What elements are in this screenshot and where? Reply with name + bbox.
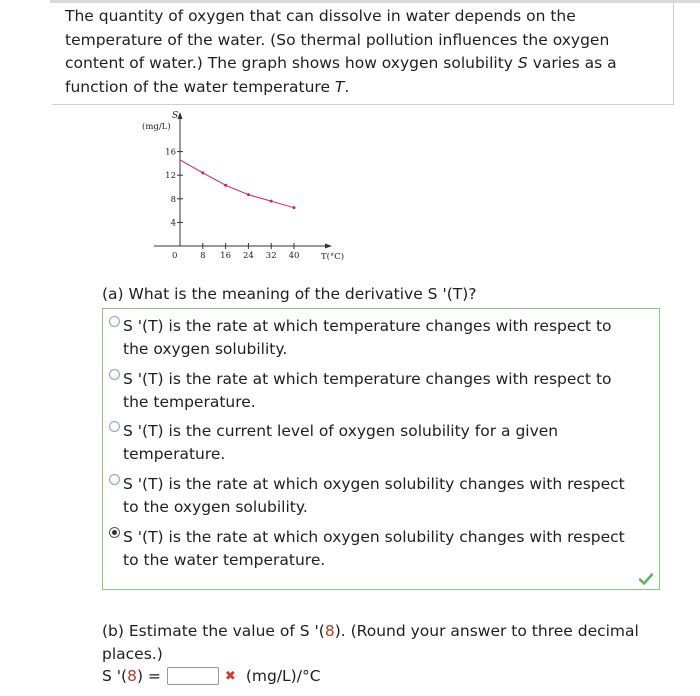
x-tick-label-16: 16: [220, 251, 232, 261]
answer-row: S '( 8 ) = ✖ (mg/L)/°C: [102, 667, 321, 685]
solubility-graph: [128, 106, 358, 272]
part-b-question: (b) Estimate the value of S '(8). (Round your answer to three decimal places.): [102, 622, 639, 663]
incorrect-x-icon: ✖: [224, 668, 236, 684]
option-5-line-2: to the water temperature.: [123, 551, 326, 569]
option-1-radio[interactable]: [109, 316, 120, 327]
y-tick-label-16: 16: [165, 147, 176, 158]
y-axis-units: (mg/L): [142, 122, 171, 132]
axis-ticks: [165, 148, 299, 261]
option-3-radio[interactable]: [109, 421, 120, 432]
option-5-radio-selected[interactable]: [109, 527, 120, 538]
y-tick-label-4: 4: [170, 218, 176, 229]
option-4-radio[interactable]: [109, 474, 120, 485]
x-tick-label-32: 32: [265, 251, 277, 261]
part-a-options: [102, 308, 660, 590]
y-tick-label-8: 8: [170, 194, 176, 205]
answer-units: (mg/L)/°C: [245, 667, 321, 685]
x-tick-label-24: 24: [242, 251, 254, 261]
curve-point-16: [224, 184, 227, 187]
part-b-value-highlight: 8: [324, 622, 335, 640]
answer-input[interactable]: [167, 667, 219, 685]
curve-points: [201, 171, 295, 209]
intro-line-2: temperature of the water. (So thermal pollution influences the oxygen: [65, 30, 610, 49]
y-axis-arrow: [178, 112, 183, 119]
solubility-curve: [180, 160, 294, 208]
x-axis-label: T(°C): [321, 252, 345, 262]
correct-check-icon: [639, 573, 653, 585]
option-4-line-1: S '(T) is the rate at which oxygen solubility changes with respect: [123, 475, 625, 493]
curve-point-32: [270, 200, 273, 203]
option-2-radio[interactable]: [109, 369, 120, 380]
y-tick-label-12: 12: [165, 171, 176, 182]
intro-line-3: content of water.) The graph shows how oxygen solubility S varies as a: [65, 54, 617, 72]
origin-label: 0: [172, 251, 178, 261]
y-axis-symbol: S: [172, 111, 179, 121]
option-2-line-2: the temperature.: [123, 393, 256, 411]
intro-line-1: The quantity of oxygen that can dissolve in water depends on the: [65, 7, 576, 25]
x-axis-arrow: [325, 244, 332, 249]
curve-point-40: [293, 206, 296, 209]
option-5-line-1: S '(T) is the rate at which oxygen solubility changes with respect: [123, 528, 625, 546]
option-3-line-1: S '(T) is the current level of oxygen solubility for a given: [123, 422, 559, 440]
option-1-line-1: S '(T) is the rate at which temperature changes with respect to: [123, 317, 612, 335]
part-a-question: (a) What is the meaning of the derivative S '(T)?: [102, 285, 477, 303]
question-intro: [65, 5, 665, 99]
option-1-line-2: the oxygen solubility.: [123, 340, 288, 358]
option-3-line-2: temperature.: [123, 445, 226, 463]
x-tick-label-8: 8: [200, 251, 206, 261]
option-2-line-1: S '(T) is the rate at which temperature changes with respect to: [123, 370, 612, 388]
curve-point-24: [247, 193, 250, 196]
x-tick-label-40: 40: [288, 251, 300, 261]
option-4-line-2: to the oxygen solubility.: [123, 498, 308, 516]
intro-line-4: function of the water temperature T.: [65, 77, 350, 96]
curve-point-8: [201, 171, 204, 174]
